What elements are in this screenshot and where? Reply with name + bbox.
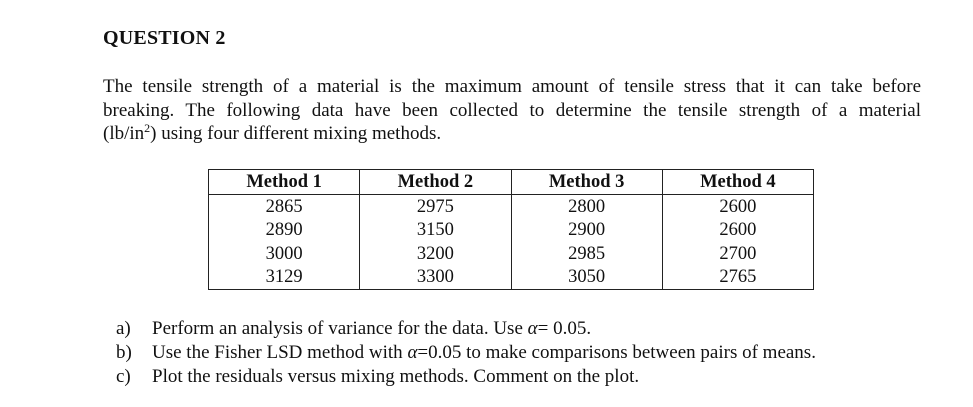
table-cell: 2890 (265, 220, 303, 241)
units-prefix: (lb/in (103, 123, 145, 144)
question-item-a (116, 317, 816, 341)
column-header: Method 4 (662, 170, 813, 195)
table-cell: 2865 (265, 196, 303, 217)
table-row (209, 219, 814, 243)
question-item-b (116, 341, 816, 365)
table-cell: 2800 (511, 195, 662, 219)
table-cell: 2985 (511, 242, 662, 266)
alpha-symbol: α (407, 342, 418, 363)
table-row (209, 242, 814, 266)
paragraph-line-2: breaking. The following data have been collected to determine the tensile strength of a material (103, 99, 921, 121)
units-superscript: 2 (144, 121, 151, 135)
table-cell: 2900 (511, 219, 662, 243)
table-header-row (209, 170, 814, 195)
question-list (116, 317, 816, 389)
table-cell: 2600 (662, 195, 813, 219)
table-cell: 3200 (360, 242, 511, 266)
column-header: Method 1 (209, 170, 360, 195)
column-header: Method 2 (360, 170, 511, 195)
paragraph-line-3 (103, 122, 921, 146)
table-cell: 3129 (265, 267, 303, 288)
units-suffix: ) using four different mixing methods. (150, 123, 442, 144)
tensile-strength-table (208, 169, 814, 290)
table-cell: 2600 (662, 219, 813, 243)
table-cell: 2700 (662, 242, 813, 266)
table-row (209, 195, 814, 219)
question-letter: a) (116, 318, 131, 339)
column-header: Method 3 (511, 170, 662, 195)
question-text: Perform an analysis of variance for the data. Use α= 0.05. (152, 318, 592, 339)
question-letter: c) (116, 366, 131, 387)
table-cell: 3300 (360, 266, 511, 290)
paragraph-line-1: The tensile strength of a material is the maximum amount of tensile stress that it can take before (103, 76, 921, 97)
question-letter: b) (116, 342, 132, 363)
question-text: Plot the residuals versus mixing methods. Comment on the plot. (152, 366, 640, 387)
table-row (209, 266, 814, 290)
question-text: Use the Fisher LSD method with α=0.05 to make comparisons between pairs of means. (152, 342, 816, 363)
question-heading: QUESTION 2 (103, 27, 226, 49)
table-cell: 3050 (511, 266, 662, 290)
table-cell: 3000 (265, 243, 303, 264)
alpha-symbol: α (527, 318, 538, 339)
question-item-c (116, 365, 816, 389)
problem-paragraph (103, 75, 921, 146)
table-cell: 2975 (360, 195, 511, 219)
table-cell: 2765 (662, 266, 813, 290)
table-cell: 3150 (360, 219, 511, 243)
